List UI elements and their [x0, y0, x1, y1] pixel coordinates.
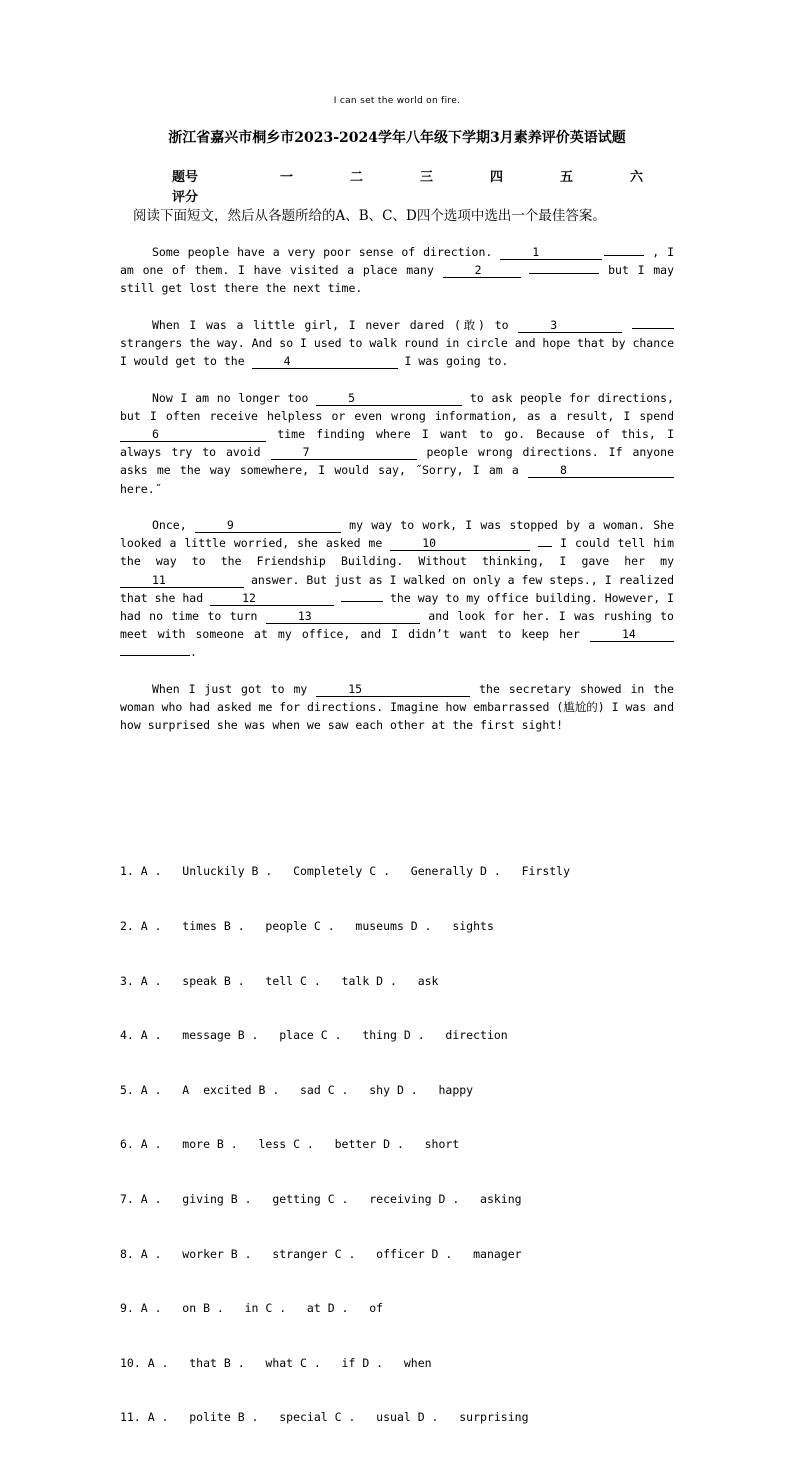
option-11: 11. A . polite B . special C . usual D . surprising: [120, 1410, 529, 1425]
paragraph-2: [120, 316, 674, 371]
score-row-number: [172, 166, 662, 186]
score-row-label: 题号: [172, 170, 199, 185]
option-9: 9. A . on B . in C . at D . of: [120, 1301, 384, 1316]
blank-6: 6: [120, 427, 266, 442]
option-8: 8. A . worker B . stranger C . officer D . manager: [120, 1246, 522, 1261]
options-list: [120, 826, 570, 1463]
text: the way to my office building. However, I had no time to turn: [120, 590, 674, 624]
text: the secretary showed in the woman who had asked me for directions. Imagine how embarrassed (尴尬的) I was and how surprised she was when we saw each other at the first sight!: [120, 681, 674, 733]
text: When I just got to my: [152, 681, 308, 696]
option-6: 6. A . more B . less C . better D . short: [120, 1137, 460, 1152]
option-3: 3. A . speak B . tell C . talk D . ask: [120, 973, 439, 988]
score-col-5: 五: [560, 170, 574, 185]
text: here.˝: [120, 481, 162, 496]
score-col-3: 三: [420, 170, 434, 185]
blank-14: 14: [590, 627, 674, 642]
score-row-label: 评分: [172, 190, 199, 205]
page-header: I can set the world on fire.: [333, 96, 461, 106]
blank-2: 2: [443, 263, 521, 278]
text: Some people have a very poor sense of direction.: [152, 245, 493, 259]
text: When I was a little girl, I never dared (敢) to: [152, 317, 509, 332]
text: and look for her. I was rushing to meet with someone at my office, and I didn’t want to keep her: [120, 609, 674, 642]
paragraph-1: [120, 243, 674, 298]
score-col-4: 四: [490, 170, 504, 185]
blank-15: 15: [316, 682, 470, 697]
text: people wrong directions. If anyone asks me the way somewhere, I would say, ˝Sorry, I am a: [120, 445, 674, 478]
blank-1-continued: [604, 255, 644, 256]
option-7: 7. A . giving B . getting C . receiving D . asking: [120, 1191, 522, 1206]
blank-9: 9: [195, 518, 341, 533]
blank-10-continued: [538, 546, 552, 547]
blank-5: 5: [316, 391, 462, 406]
blank-10: 10: [390, 536, 530, 551]
blank-11: 11: [120, 573, 244, 588]
page-title: 浙江省嘉兴市桐乡市2023-2024学年八年级下学期3月素养评价英语试题: [168, 130, 626, 146]
blank-1: 1: [500, 245, 602, 260]
blank-14-continued: [120, 655, 190, 656]
blank-3: 3: [518, 318, 622, 333]
text: time finding where I want to go. Because of this, I always try to avoid: [120, 427, 674, 460]
option-2: 2. A . times B . people C . museums D . sights: [120, 919, 494, 933]
option-4: 4. A . message B . place C . thing D . direction: [120, 1028, 508, 1043]
blank-8: 8: [528, 463, 674, 478]
text: , I am one of them. I have visited a place many: [120, 245, 674, 278]
text: answer. But just as I walked on only a few steps., I realized that she had: [120, 572, 674, 605]
text: but I may still get lost there the next time.: [120, 263, 674, 296]
option-1: 1. A . Unluckily B . Completely C . Generally D . Firstly: [120, 864, 571, 879]
blank-4: 4: [252, 354, 398, 369]
passage: [120, 243, 674, 753]
text: .: [190, 645, 197, 660]
blank-2-continued: [529, 273, 599, 274]
score-col-1: 一: [280, 170, 294, 185]
score-table: [172, 166, 662, 206]
text: strangers the way. And so I used to walk round in circle and hope that by chance I would get to the: [120, 336, 674, 369]
text: Once,: [152, 518, 187, 532]
score-row-grade: [172, 186, 662, 206]
text: my way to work, I was stopped by a woman. She looked a little worried, she asked me: [120, 518, 674, 551]
text: Now I am no longer too: [152, 390, 309, 405]
score-col-6: 六: [630, 170, 644, 185]
instructions: 阅读下面短文，然后从各题所给的A、B、C、D四个选项中选出一个最佳答案。: [133, 208, 606, 224]
blank-13: 13: [266, 609, 420, 624]
text: I was going to.: [404, 354, 509, 369]
option-10: 10. A . that B . what C . if D . when: [120, 1355, 432, 1370]
score-col-2: 二: [350, 170, 364, 185]
blank-12-continued: [341, 601, 383, 602]
text: I could tell him the way to the Friendship Building. Without thinking, I gave her my: [120, 536, 674, 569]
blank-3-continued: [632, 328, 674, 329]
text: to ask people for directions, but I often receive helpless or even wrong information, as a result, I spend: [120, 390, 674, 423]
paragraph-5: [120, 680, 674, 735]
paragraph-4: [120, 516, 674, 662]
blank-12: 12: [210, 591, 334, 606]
paragraph-3: [120, 389, 674, 498]
option-5: 5. A . A excited B . sad C . shy D . happy: [120, 1082, 474, 1097]
blank-7: 7: [271, 445, 417, 460]
